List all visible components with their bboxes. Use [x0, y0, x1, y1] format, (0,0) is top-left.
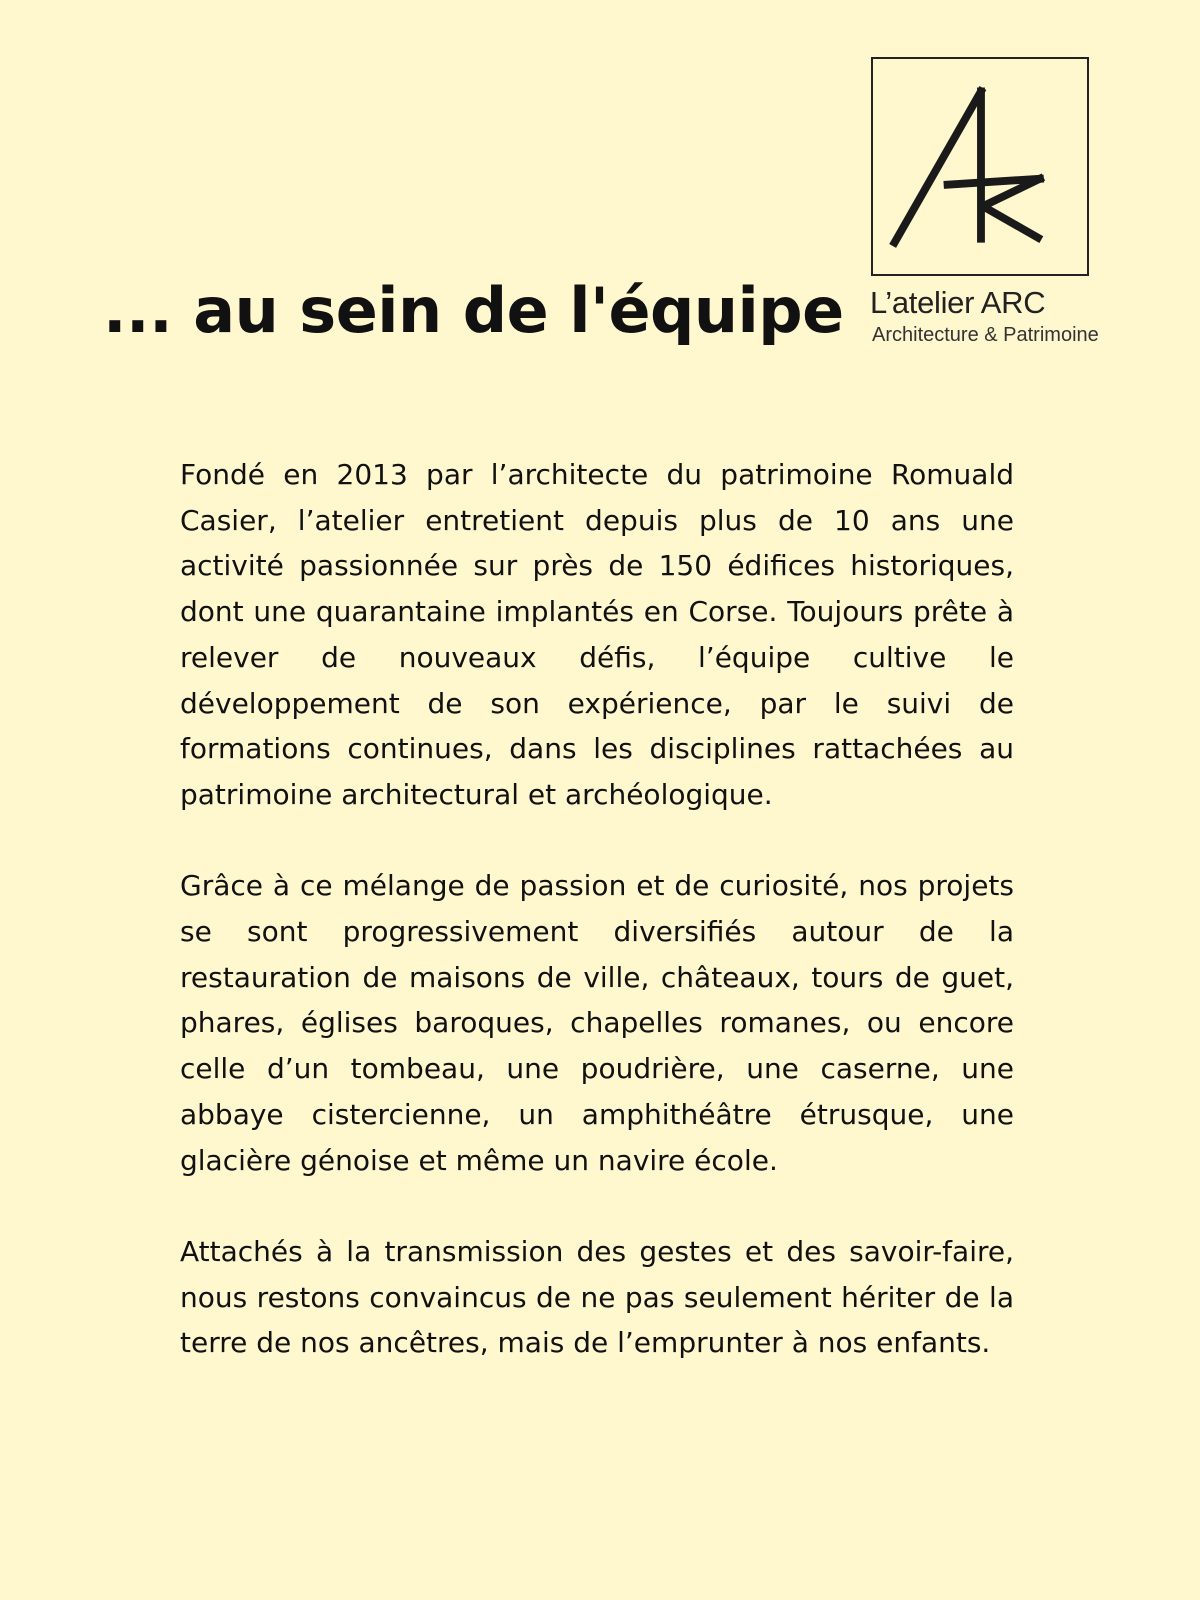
paragraph-3: Attachés à la transmission des gestes et des savoir-faire, nous restons convaincus de ne pas seulement hériter de la terre de nos ancêtres, mais de l’emprunter à nos enfants. — [180, 1234, 1014, 1360]
paragraph-1: Fondé en 2013 par l’architecte du patrimoine Romuald Casier, l’atelier entretient depuis plus de 10 ans une activité passionnée sur près de 150 édifices historiques, dont une quarantaine implantés en Corse. Toujours prête à relever de nouveaux défis, l’équipe cultive le développement de son expérience, par le suivi de formations continues, dans les disciplines rattachées au patrimoine architectural et archéologique. — [180, 458, 1014, 811]
page-title: ... au sein de l'équipe — [103, 274, 844, 347]
logo-monogram-icon — [871, 57, 1089, 276]
logo-name: L’atelier ARC — [870, 285, 1046, 320]
body-text — [180, 452, 1014, 1366]
logo-subtitle: Architecture & Patrimoine — [872, 324, 1099, 346]
paragraph-2: Grâce à ce mélange de passion et de curiosité, nos projets se sont progressivement diversifiés autour de la restauration de maisons de ville, châteaux, tours de guet, phares, églises baroques, chapelles romanes, ou encore celle d’un tombeau, une poudrière, une caserne, une abbaye cistercienne, un amphithéâtre étrusque, une glacière génoise et même un navire école. — [180, 869, 1014, 1177]
